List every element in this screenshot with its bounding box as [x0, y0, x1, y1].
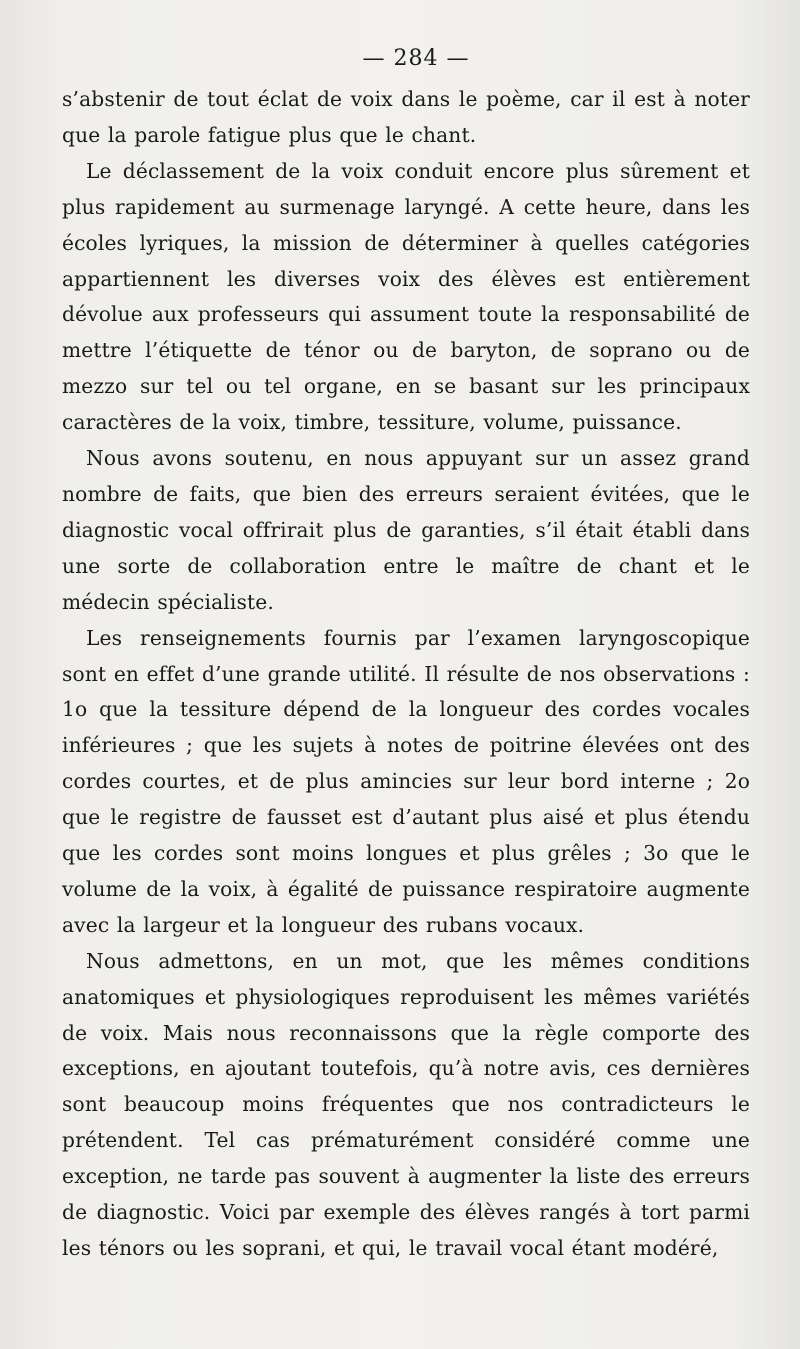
- paragraph-declassement: Le déclassement de la voix conduit encore plus sûrement et plus rapidement au surmenage laryngé. A cette heure, dans les écoles lyriques, la mission de déterminer à quelles catégories appartiennent les diverses voix des élèves est entièrement dévolue aux professeurs qui assument toute la responsabilité de mettre l’étiquette de ténor ou de baryton, de soprano ou de mezzo sur tel ou tel organe, en se basant sur les principaux caractères de la voix, timbre, tessiture, volume, puissance.: [62, 158, 750, 435]
- paragraph-renseignements: Les renseignements fournis par l’examen laryngoscopique sont en effet d’une grande utilité. Il résulte de nos observations : 1o que la tessiture dépend de la longueur des cordes vocales inférieures ; que les sujets à notes de poitrine élevées ont des cordes courtes, et de plus amincies sur leur bord interne ; 2o que le registre de fausset est d’autant plus aisé et plus étendu que les cordes sont moins longues et plus grêles ; 3o que le volume de la voix, à égalité de puissance respiratoire augmente avec la largeur et la longueur des rubans vocaux.: [62, 625, 750, 937]
- paragraph-admettons: Nous admettons, en un mot, que les mêmes conditions anatomiques et physiologiques reproduisent les mêmes variétés de voix. Mais nous reconnaissons que la règle comporte des exceptions, en ajoutant toutefois, qu’à notre avis, ces dernières sont beaucoup moins fréquentes que nos contradicteurs le prétendent. Tel cas prématurément considéré comme une exception, ne tarde pas souvent à augmenter la liste des erreurs de diagnostic. Voici par exemple des élèves rangés à tort parmi les ténors ou les soprani, et qui, le travail vocal étant modéré,: [62, 948, 750, 1260]
- body-text: [62, 82, 750, 1267]
- paragraph-continuation: s’abstenir de tout éclat de voix dans le poème, car il est à noter que la parole fatigue plus que le chant.: [62, 87, 750, 147]
- paragraph-soutenu: Nous avons soutenu, en nous appuyant sur un assez grand nombre de faits, que bien des erreurs seraient évitées, que le diagnostic vocal offrirait plus de garanties, s’il était établi dans une sorte de collaboration entre le maître de chant et le médecin spécialiste.: [62, 446, 750, 614]
- page-number: — 284 —: [362, 46, 470, 71]
